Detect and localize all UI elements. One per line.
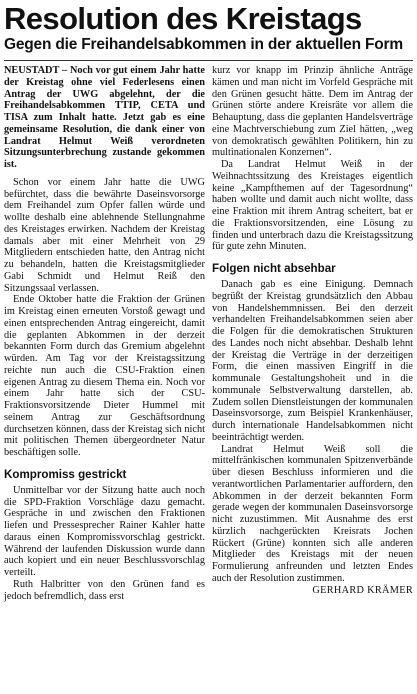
divider	[4, 60, 413, 61]
paragraph: Ende Oktober hatte die Fraktion der Grünen im Kreistag einen erneuten Vorstoß gewagt und einen entsprechenden Antrag eingereicht, damit die geplanten Abkommen in der derzeit bekannten Form durch das Gremium abgelehnt würden. Am Tag vor der Kreistagssitzung reichte nun auch die CSU-Fraktion einen eigenen Antrag zu diesem Thema ein. Noch vor einem Jahr hatte sich der CSU-Fraktionsvorsitzende Dieter Hummel mit seinem Antrag zur Geschäftsordnung durchsetzen können, dass der Kreistag sich nicht mit politischen Themen übergeordneter Natur beschäftigen solle.	[4, 294, 205, 458]
paragraph: Schon vor einem Jahr hatte die UWG befürchtet, dass die bewährte Daseinsvorsorge dem Freihandel zum Opfer fallen würde und wollte deshalb eine ablehnende Stellungnahme des Kreistages erwirken. Nachdem der Kreistag damals aber mit einer Mehrheit von 29 Mitgliedern entschieden hatte, den Antrag nicht zu behandeln, hatten die Kreistagsmitglieder Gabi Schmidt und Helmut Reiß den Sitzungssaal verlassen.	[4, 176, 205, 294]
paragraph: Ruth Halbritter von den Grünen fand es jedoch befremdlich, dass erst	[4, 578, 205, 602]
author-byline: GERHARD KRÄMER	[312, 584, 413, 596]
paragraph-final	[212, 443, 413, 596]
paragraph: Unmittelbar vor der Sitzung hatte auch noch die SPD-Fraktion Vorschläge dazu gemacht. Gespräche in und zwischen den Fraktionen liefen und Pressesprecher Rainer Kahler hatte daraus einen Kompromissvorschlag gestrickt. Während der laufenden Diskussion wurde dann auch kopiert und ein neuer Beschlussvorschlag verteilt.	[4, 484, 205, 578]
subheadline: Gegen die Freihandelsabkommen in der aktuellen Form	[4, 36, 403, 53]
column-left	[4, 65, 205, 602]
paragraph: Da Landrat Helmut Weiß in der Weihnachtssitzung des Kreistages eigentlich keine „Kampfthemen auf der Tagesordnung“ haben wollte und damit auch nicht wollte, dass eine Fraktion mit ihrem Antrag scheitert, bat er die Fraktionsvorsitzenden, eine Lösung zu finden und unterbrach dazu die Kreistagssitzung für gute zehn Minuten.	[212, 159, 413, 253]
paragraph: Danach gab es eine Einigung. Demnach begrüßt der Kreistag grundsätzlich den Abbau von Handelshemmnissen. Bei den derzeit verhandelten Freihandelsabkommen seien aber die Folgen für die demokratischen Strukturen des Landes noch nicht absehbar. Deshalb lehnt der Kreistag die Verträge in der derzeitigen Form, die einen massiven Eingriff in die kommunale Gestaltungshoheit und in die kommunale Selbstverwaltung darstellen, ab. Zudem sollen Dienstleistungen der kommunalen Daseinsvorsorge, zum Beispiel Krankenhäuser, durch internationale Handelsabkommen nicht beeinträchtigt werden.	[212, 279, 413, 443]
subheading-kompromiss: Kompromiss gestrickt	[4, 467, 127, 481]
article-body	[4, 65, 413, 602]
headline: Resolution des Kreistags	[4, 1, 362, 36]
paragraph: kurz vor knapp im Prinzip ähnliche Anträge kämen und man nicht im Vorfeld Gespräche mit den Grünen gesucht hätte. Dem im Antrag der Grünen störte andere Kreisräte vor allem die Behauptung, dass die geplanten Handelsverträge eine Machtverschiebung zum Ziel hätten, „weg von demokratisch gewählten Politikern, hin zu multinationalen Konzernen“.	[212, 65, 413, 159]
subheading-folgen: Folgen nicht absehbar	[212, 262, 336, 275]
column-right	[212, 65, 413, 602]
lead-paragraph: NEUSTADT – Noch vor gut einem Jahr hatte der Kreistag ohne viel Federlesens einen Antrag der UWG abgelehnt, der die Freihandelsabkommen TTIP, CETA und TISA zum Inhalt hatte. Jetzt gab es eine gemeinsame Resolution, die dank einer von Landrat Helmut Weiß verordneten Sitzungsunterbrechung zustande gekommen ist.	[4, 65, 205, 170]
paragraph-text: Landrat Helmut Weiß soll die mittelfränkischen kommunalen Spitzenverbände über diesen Beschluss informieren und die verantwortlichen Parlamentarier auffordern, den Abkommen in der derzeit bekannten Form gerade wegen der kommunalen Daseinsvorsorge nicht zuzustimmen. Mit Ausnahme des erst kürzlich nachgerückten Kreisrats Jochen Rückert (Grüne) konnten sich alle anderen Mitglieder des Kreistags mit der neuen Formulierung anfreunden und letzten Endes auch der Resolution zustimmen.	[212, 443, 413, 584]
